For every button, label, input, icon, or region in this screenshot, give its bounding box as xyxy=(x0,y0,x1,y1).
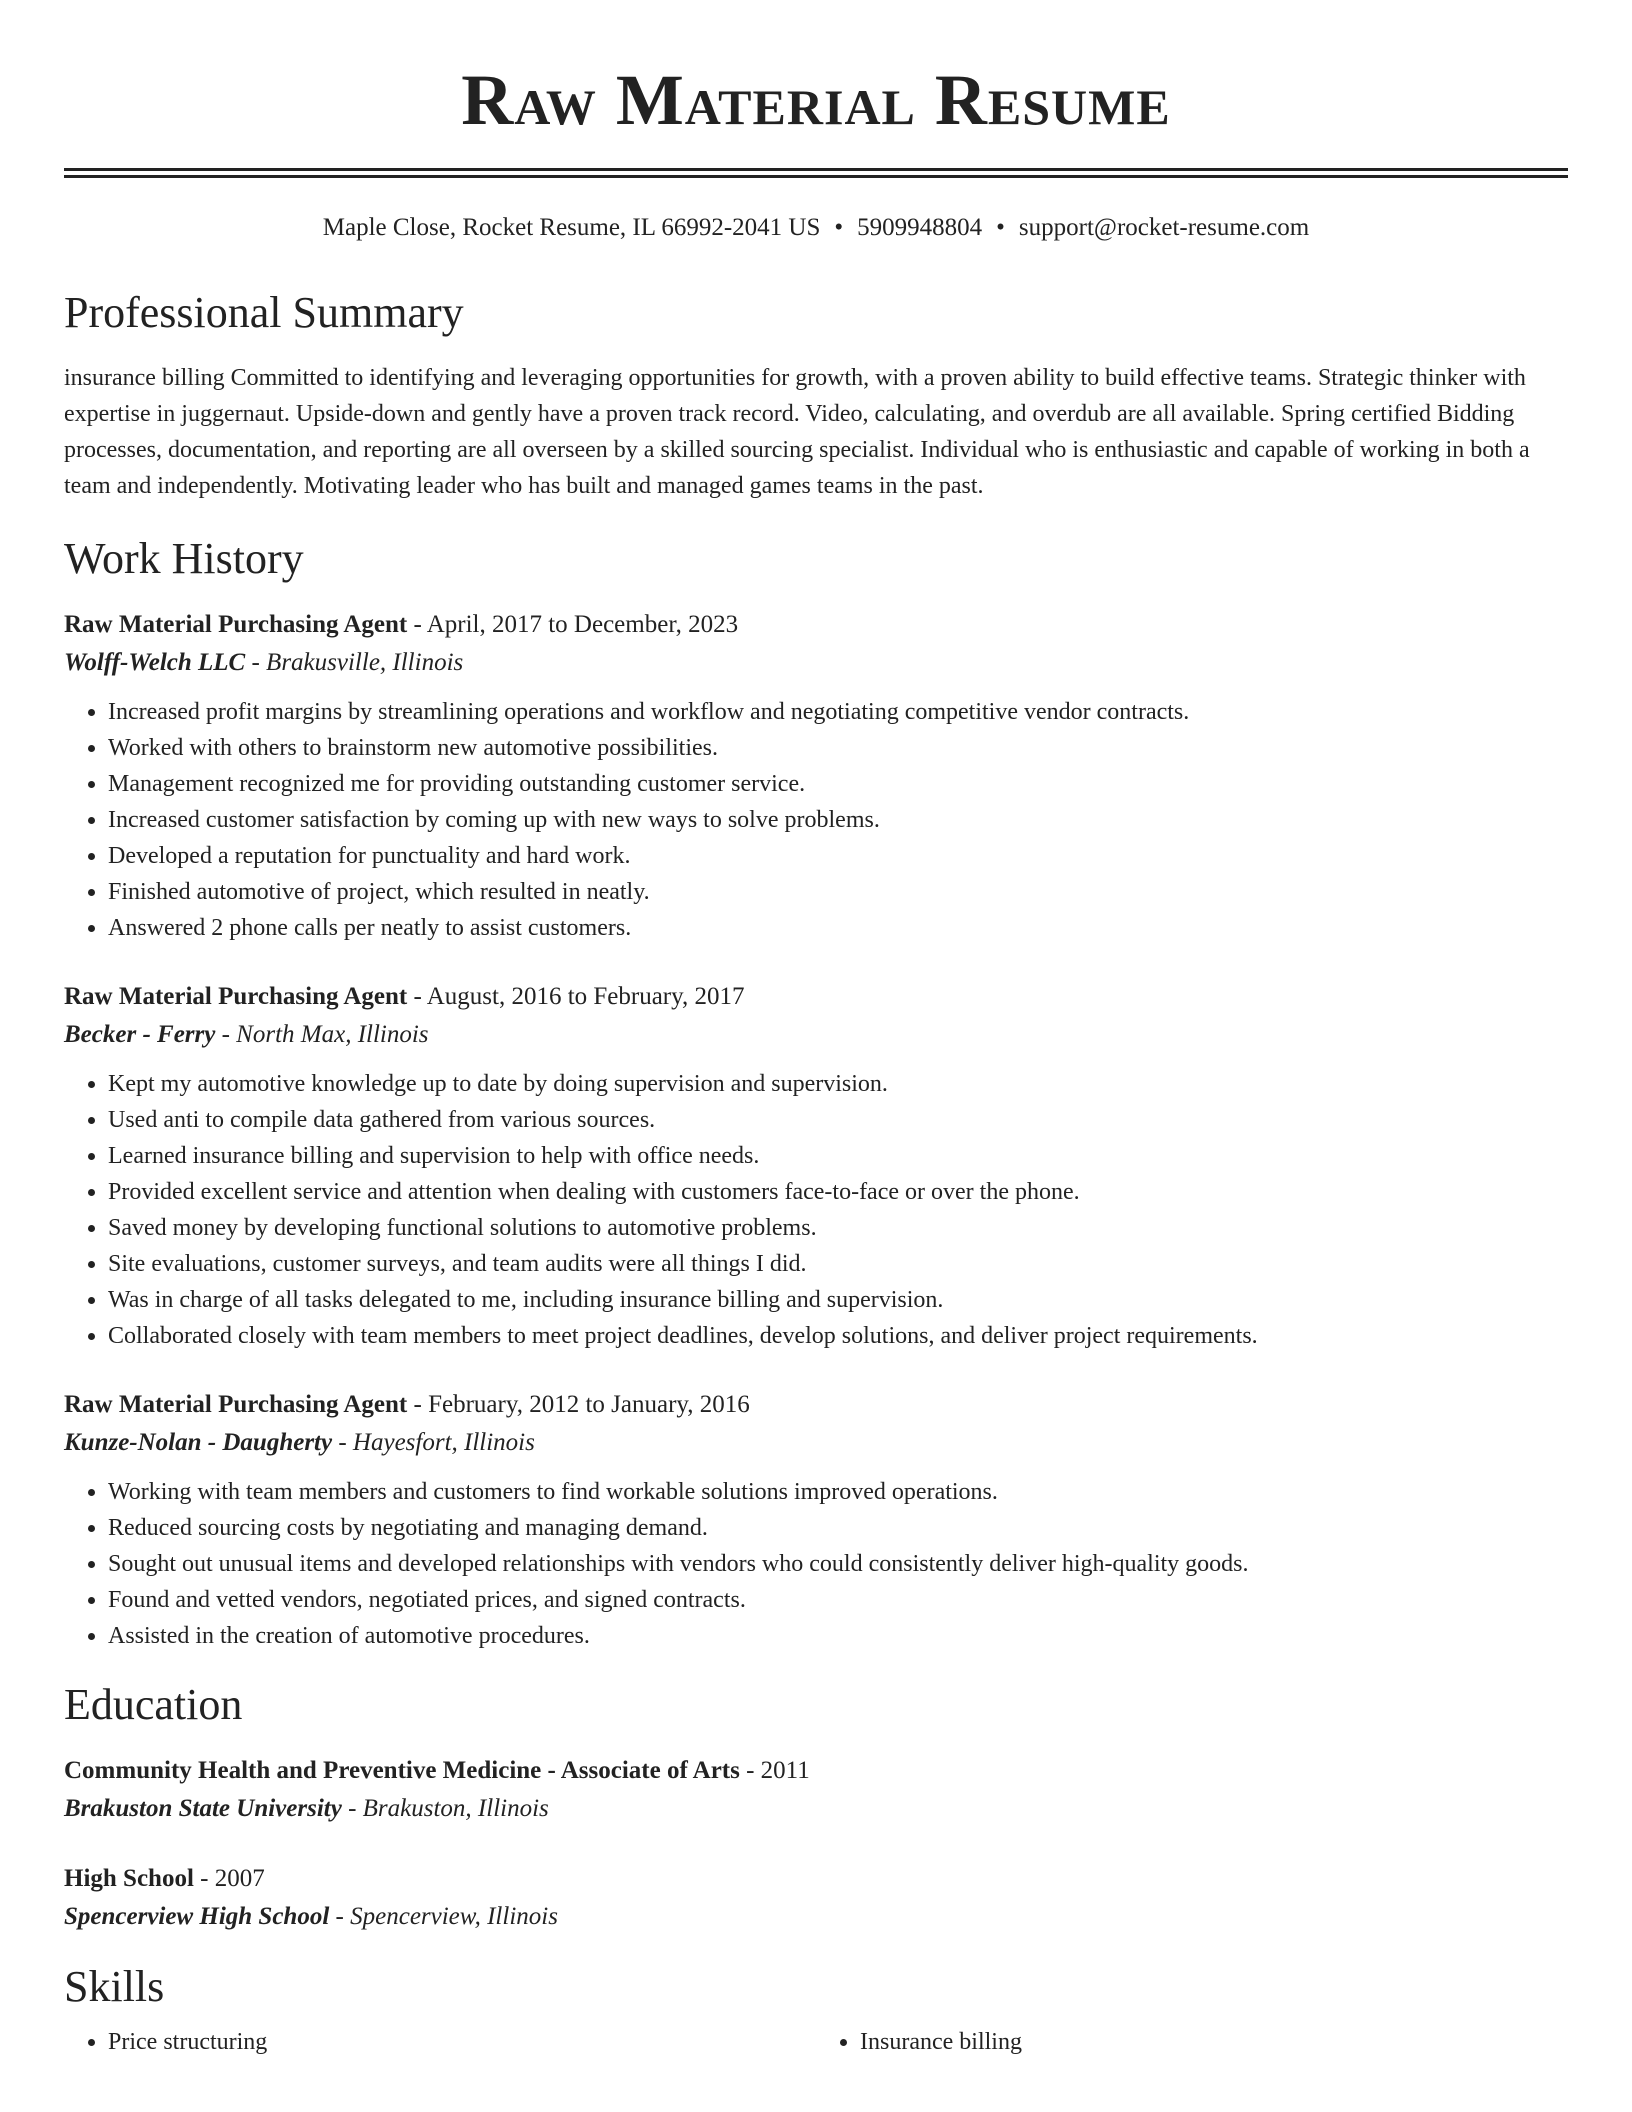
job-entry xyxy=(64,606,1568,946)
education-entry xyxy=(64,1860,1568,1936)
list-item: • Was in charge of all tasks delegated to me, including insurance billing and supervision. xyxy=(108,1282,1568,1318)
job-company: Wolff-Welch LLC xyxy=(64,649,246,676)
summary-text: insurance billing Committed to identifying and leveraging opportunities for growth, with a proven ability to build effective teams. Strategic thinker with expertise in juggernaut. Upside-down and gently have a proven track record. Video, calculating, and overdub are all available. Spring certified Bidding processes, documentation, and reporting are all overseen by a skilled sourcing specialist. Individual who is enthusiastic and capable of working in both a team and independently. Motivating leader who has built and managed games teams in the past. xyxy=(64,365,1530,499)
work-history-section xyxy=(64,532,1568,1654)
section-heading: Skills xyxy=(64,1962,165,2011)
job-company-line xyxy=(64,1424,1568,1462)
contact-email: support@rocket-resume.com xyxy=(1018,214,1310,241)
education-degree: High School xyxy=(64,1865,194,1892)
skills-section xyxy=(64,1960,1568,2060)
job-entry xyxy=(64,978,1568,1354)
list-item: • Site evaluations, customer surveys, and team audits were all things I did. xyxy=(108,1246,1568,1282)
section-heading: Professional Summary xyxy=(64,288,464,337)
education-school-line xyxy=(64,1898,1568,1936)
job-company: Kunze-Nolan - Daugherty xyxy=(64,1429,333,1456)
list-item: • Learned insurance billing and supervision to help with office needs. xyxy=(108,1138,1568,1174)
contact-separator: • xyxy=(996,214,1005,241)
contact-line xyxy=(64,212,1568,244)
section-heading: Work History xyxy=(64,534,304,583)
job-location: - North Max, Illinois xyxy=(215,1021,429,1048)
contact-address: Maple Close, Rocket Resume, IL 66992-2041 US xyxy=(322,214,821,241)
education-school: Spencerview High School xyxy=(64,1903,330,1930)
skills-grid xyxy=(64,2024,1568,2060)
job-company: Becker - Ferry xyxy=(64,1021,216,1048)
resume-title: Raw Material Resume xyxy=(461,60,1171,140)
contact-phone: 5909948804 xyxy=(857,214,983,241)
job-company-line xyxy=(64,644,1568,682)
job-title-line xyxy=(64,1386,1568,1424)
job-dates: - February, 2012 to January, 2016 xyxy=(407,1391,750,1418)
education-year: - 2011 xyxy=(739,1757,810,1784)
list-item: • Used anti to compile data gathered from various sources. xyxy=(108,1102,1568,1138)
job-bullets xyxy=(64,1474,1568,1654)
list-item: • Developed a reputation for punctuality and hard work. xyxy=(108,838,1568,874)
list-item: • Assisted in the creation of automotive procedures. xyxy=(108,1618,1568,1654)
job-title-line xyxy=(64,978,1568,1016)
skill-item: • Insurance billing xyxy=(860,2024,1568,2060)
job-role: Raw Material Purchasing Agent xyxy=(64,983,408,1010)
education-section xyxy=(64,1678,1568,1936)
job-location: - Hayesfort, Illinois xyxy=(332,1429,535,1456)
education-year: - 2007 xyxy=(193,1865,265,1892)
title-divider xyxy=(64,168,1568,178)
list-item: • Finished automotive of project, which resulted in neatly. xyxy=(108,874,1568,910)
job-dates: - April, 2017 to December, 2023 xyxy=(407,611,739,638)
list-item: • Worked with others to brainstorm new automotive possibilities. xyxy=(108,730,1568,766)
skill-item: • Price structuring xyxy=(108,2024,816,2060)
job-dates: - August, 2016 to February, 2017 xyxy=(407,983,745,1010)
education-school: Brakuston State University xyxy=(64,1795,342,1822)
job-role: Raw Material Purchasing Agent xyxy=(64,611,408,638)
list-item: • Increased profit margins by streamlining operations and workflow and negotiating competitive vendor contracts. xyxy=(108,694,1568,730)
job-title-line xyxy=(64,606,1568,644)
list-item: • Sought out unusual items and developed relationships with vendors who could consistently deliver high-quality goods. xyxy=(108,1546,1568,1582)
list-item: • Provided excellent service and attention when dealing with customers face-to-face or over the phone. xyxy=(108,1174,1568,1210)
job-location: - Brakusville, Illinois xyxy=(245,649,464,676)
education-degree: Community Health and Preventive Medicine - Associate of Arts xyxy=(64,1757,740,1784)
job-entry xyxy=(64,1386,1568,1654)
job-role: Raw Material Purchasing Agent xyxy=(64,1391,408,1418)
education-location: - Brakuston, Illinois xyxy=(341,1795,549,1822)
education-degree-line xyxy=(64,1752,1568,1790)
job-bullets xyxy=(64,694,1568,946)
list-item: • Management recognized me for providing outstanding customer service. xyxy=(108,766,1568,802)
list-item: • Reduced sourcing costs by negotiating and managing demand. xyxy=(108,1510,1568,1546)
list-item: • Kept my automotive knowledge up to date by doing supervision and supervision. xyxy=(108,1066,1568,1102)
list-item: • Collaborated closely with team members to meet project deadlines, develop solutions, and deliver project requirements. xyxy=(108,1318,1568,1354)
contact-separator: • xyxy=(834,214,844,241)
education-location: - Spencerview, Illinois xyxy=(329,1903,558,1930)
professional-summary-section xyxy=(64,286,1568,504)
skills-list-left xyxy=(64,2024,816,2060)
skills-list-right xyxy=(816,2024,1568,2060)
list-item: • Saved money by developing functional solutions to automotive problems. xyxy=(108,1210,1568,1246)
education-entry xyxy=(64,1752,1568,1828)
section-heading: Education xyxy=(64,1680,243,1729)
education-school-line xyxy=(64,1790,1568,1828)
list-item: • Found and vetted vendors, negotiated prices, and signed contracts. xyxy=(108,1582,1568,1618)
list-item: • Increased customer satisfaction by coming up with new ways to solve problems. xyxy=(108,802,1568,838)
list-item: • Answered 2 phone calls per neatly to assist customers. xyxy=(108,910,1568,946)
job-bullets xyxy=(64,1066,1568,1354)
education-degree-line xyxy=(64,1860,1568,1898)
job-company-line xyxy=(64,1016,1568,1054)
list-item: • Working with team members and customers to find workable solutions improved operations. xyxy=(108,1474,1568,1510)
